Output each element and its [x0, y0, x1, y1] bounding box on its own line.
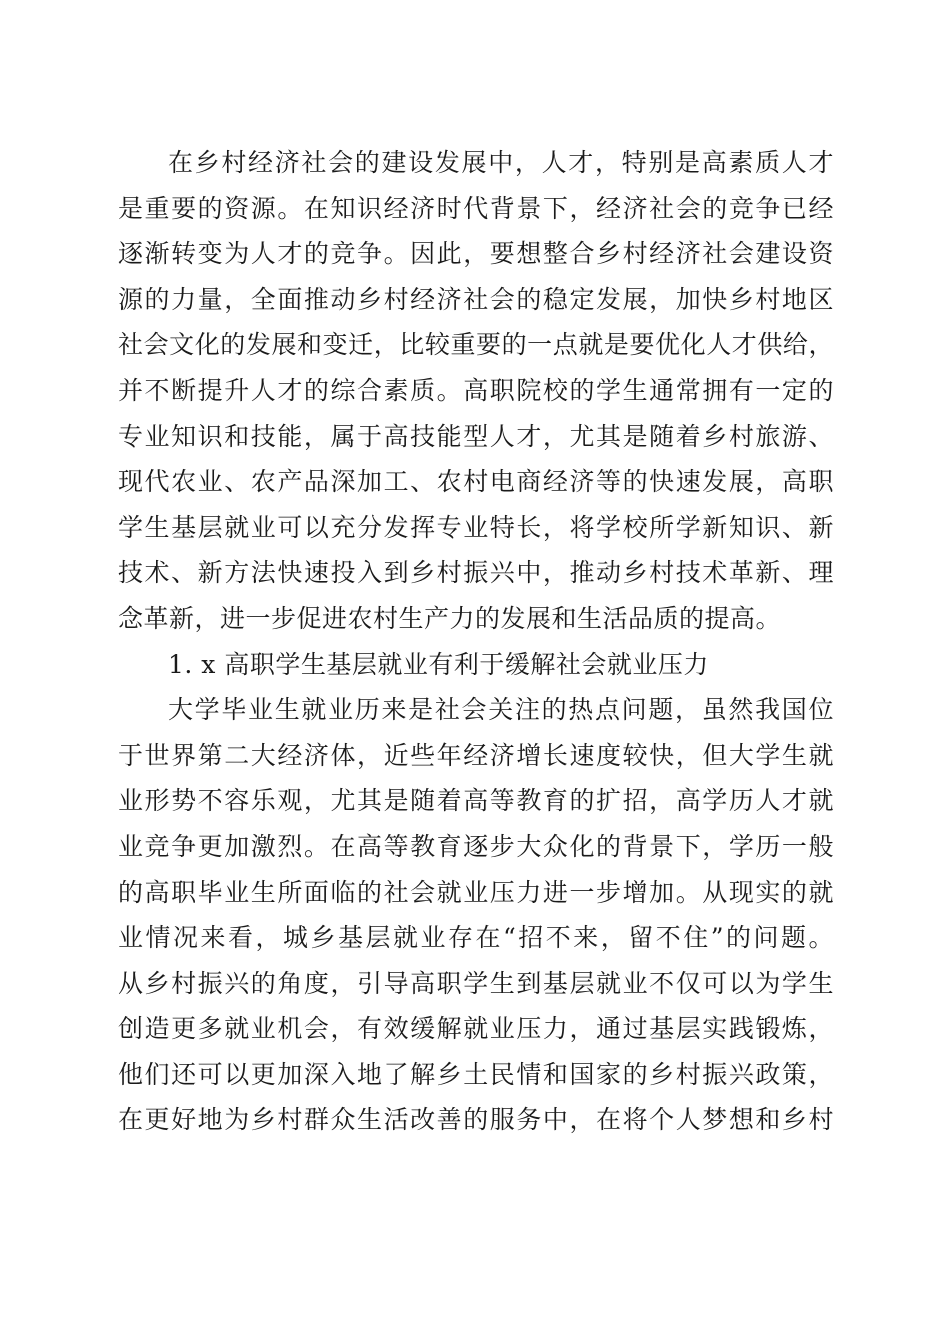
paragraph-line: 在乡村经济社会的建设发展中，人才，特别是高素质人才 — [168, 148, 834, 177]
paragraph-line: 从乡村振兴的角度，引导高职学生到基层就业不仅可以为学生 — [118, 968, 834, 998]
paragraph-line: 逐渐转变为人才的竞争。因此，要想整合乡村经济社会建设资 — [118, 239, 834, 269]
paragraph-line: 念革新，进一步促进农村生产力的发展和生活品质的提高。 — [118, 603, 782, 633]
paragraph-line: 并不断提升人才的综合素质。高职院校的学生通常拥有一定的 — [118, 375, 834, 405]
paragraph-line: 现代农业、农产品深加工、农村电商经济等的快速发展，高职 — [118, 467, 834, 497]
paragraph-line: 技术、新方法快速投入到乡村振兴中，推动乡村技术革新、理 — [118, 558, 834, 588]
paragraph-line: 他们还可以更加深入地了解乡土民情和国家的乡村振兴政策， — [118, 1059, 834, 1089]
paragraph-1 — [118, 140, 834, 642]
paragraph-line: 学生基层就业可以充分发挥专业特长，将学校所学新知识、新 — [118, 512, 834, 542]
paragraph-line: 社会文化的发展和变迁，比较重要的一点就是要优化人才供给， — [118, 330, 834, 360]
paragraph-line: 于世界第二大经济体，近些年经济增长速度较快，但大学生就 — [118, 740, 834, 770]
paragraph-line: 源的力量，全面推动乡村经济社会的稳定发展，加快乡村地区 — [118, 284, 834, 314]
document-body — [118, 140, 834, 1143]
paragraph-line: 业形势不容乐观，尤其是随着高等教育的扩招，高学历人才就 — [118, 786, 834, 816]
paragraph-line: 在更好地为乡村群众生活改善的服务中，在将个人梦想和乡村 — [118, 1105, 834, 1135]
paragraph-line: 是重要的资源。在知识经济时代背景下，经济社会的竞争已经 — [118, 193, 834, 223]
paragraph-line: 业情况来看，城乡基层就业存在“招不来，留不住”的问题。 — [118, 923, 834, 953]
paragraph-line: 专业知识和技能，属于高技能型人才，尤其是随着乡村旅游、 — [118, 421, 834, 451]
paragraph-line: 大学毕业生就业历来是社会关注的热点问题，虽然我国位 — [168, 695, 834, 725]
paragraph-2 — [118, 687, 834, 1143]
paragraph-line: 的高职毕业生所面临的社会就业压力进一步增加。从现实的就 — [118, 877, 834, 907]
paragraph-line: 业竞争更加激烈。在高等教育逐步大众化的背景下，学历一般 — [118, 831, 834, 861]
section-heading: 1. x 高职学生基层就业有利于缓解社会就业压力 — [168, 649, 709, 679]
paragraph-line: 创造更多就业机会，有效缓解就业压力，通过基层实践锻炼， — [118, 1014, 834, 1044]
